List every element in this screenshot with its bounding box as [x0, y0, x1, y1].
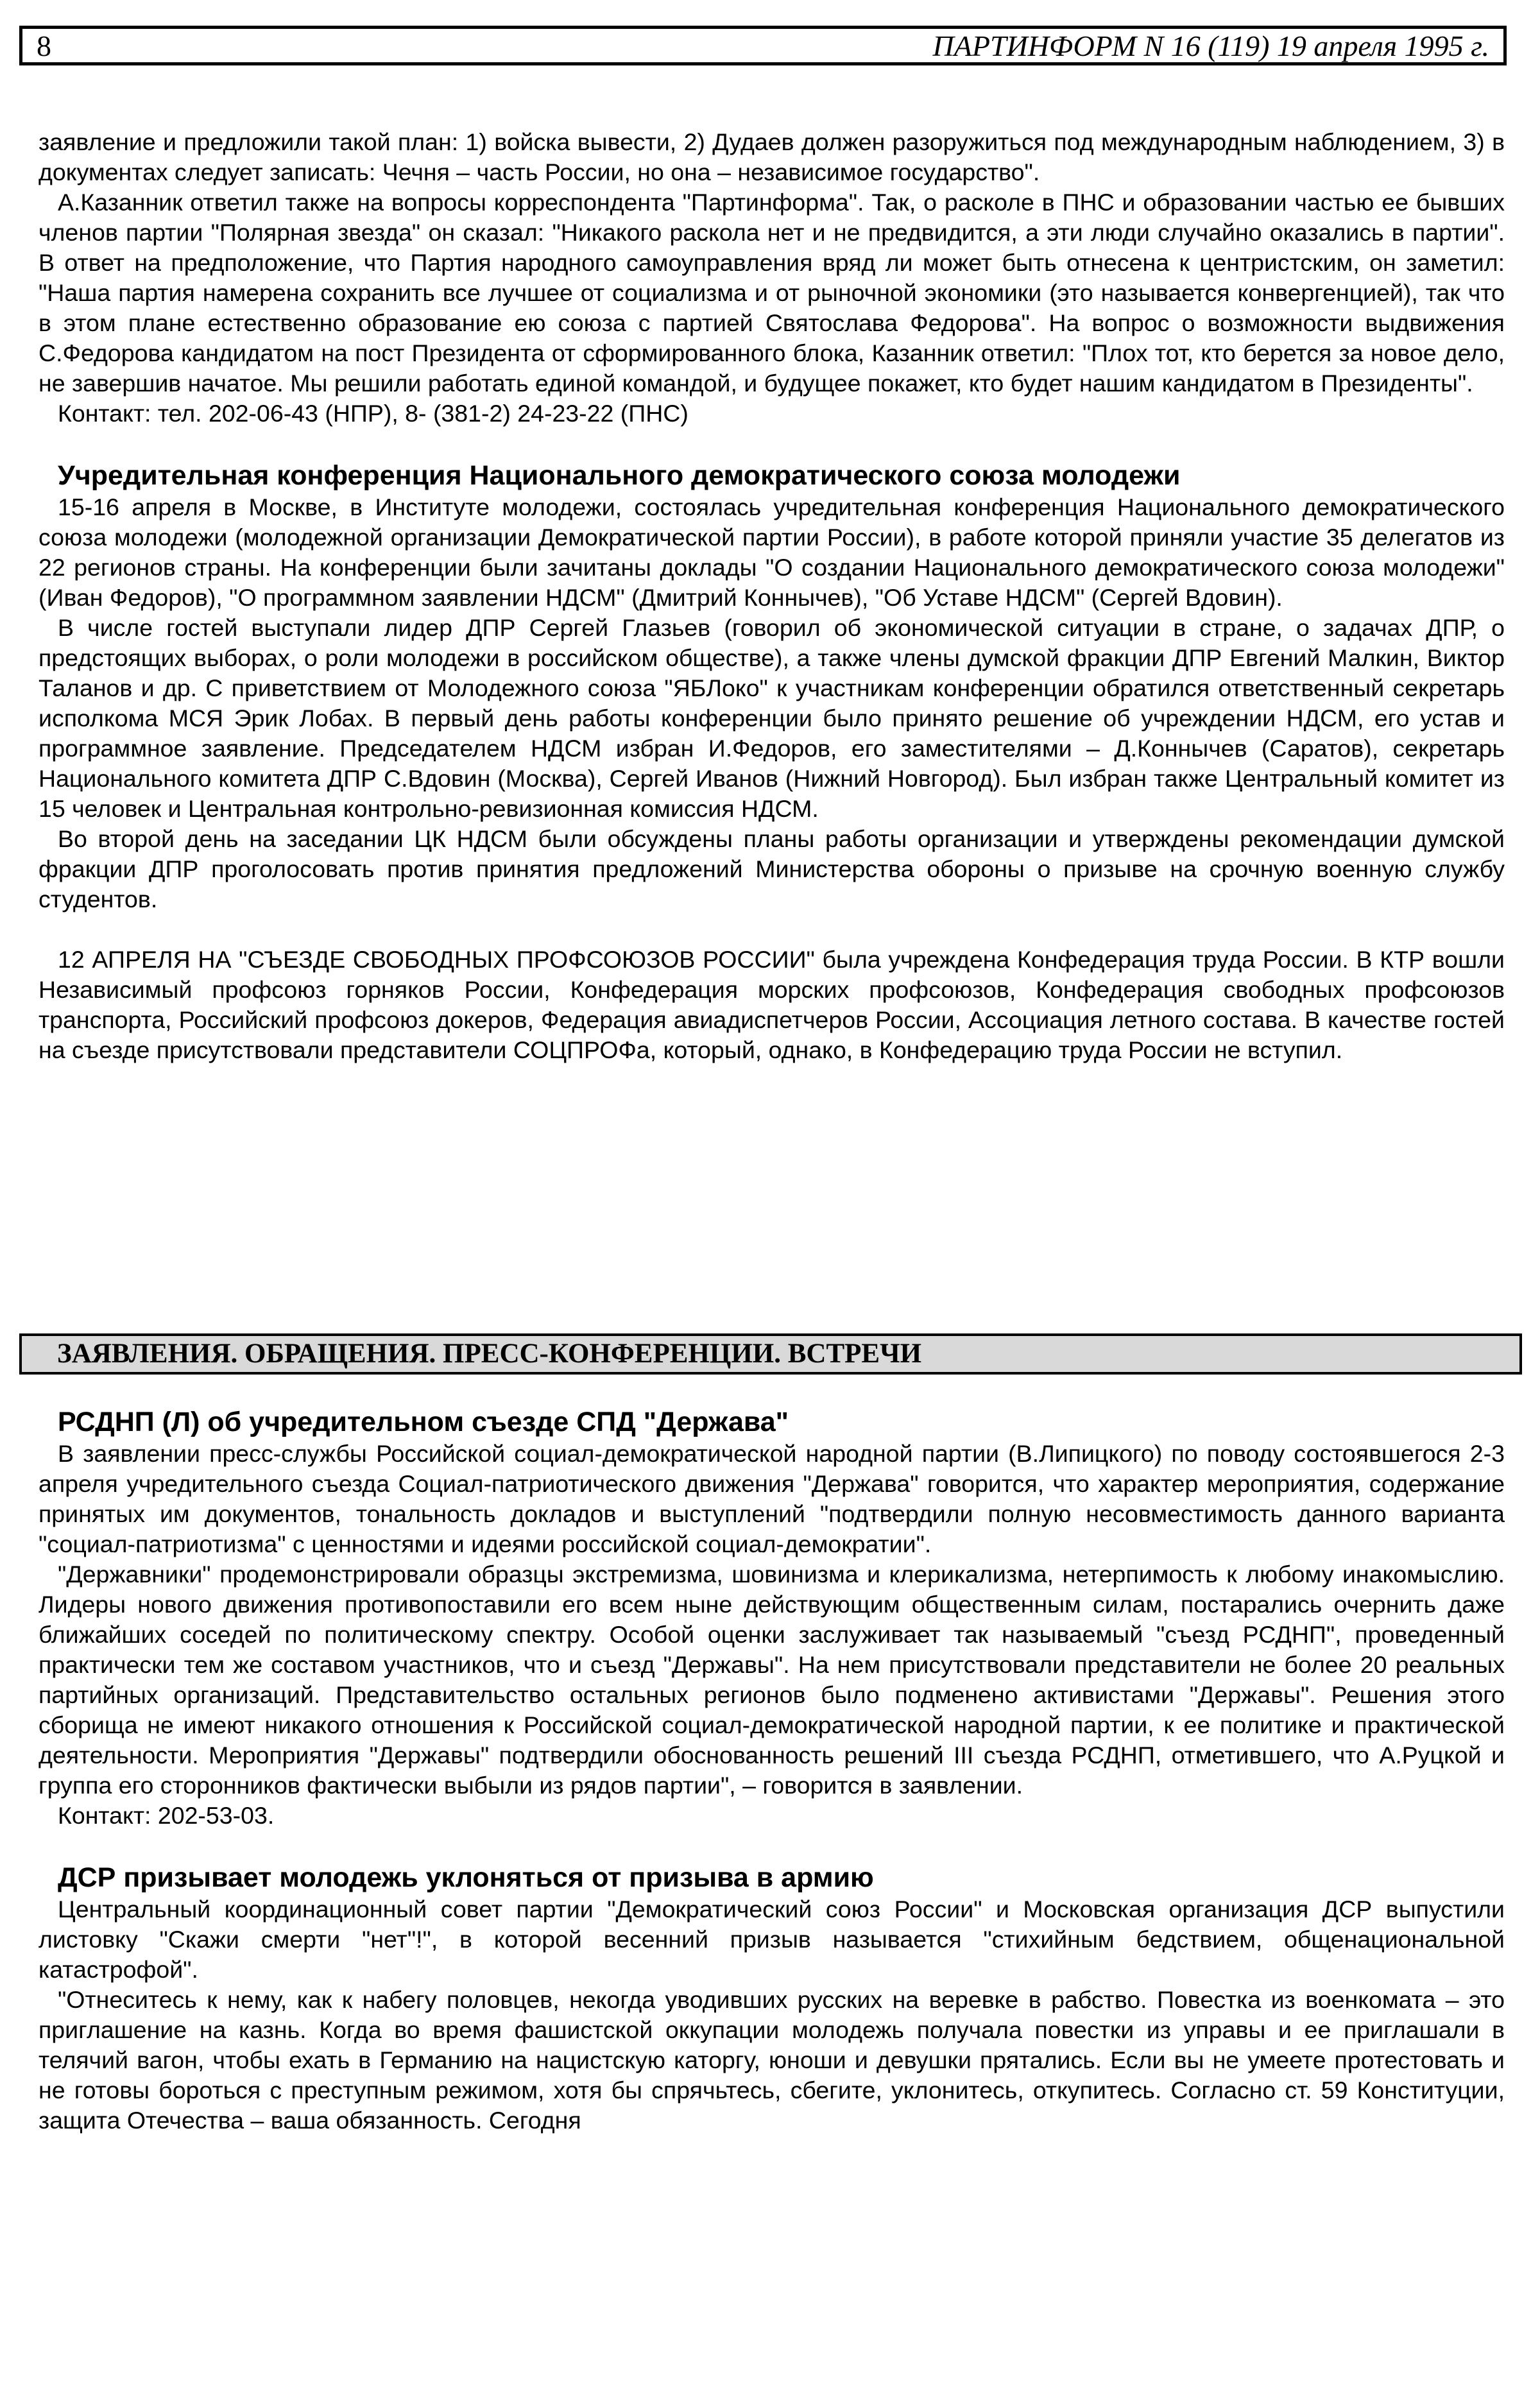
page-header — [19, 26, 1507, 65]
paragraph: заявление и предложили такой план: 1) войска вывести, 2) Дудаев должен разоружиться под международным наблюдением, 3) в документах следует записать: Чечня – часть России, но она – независимое государство". — [38, 128, 1505, 185]
paragraph: Во второй день на заседании ЦК НДСМ были обсуждены планы работы организации и утверждены рекомендации думской фракции ДПР проголосовать против принятия предложений Министерства обороны о призыве на срочную военную службу студентов. — [38, 825, 1505, 913]
issue-line: ПАРТИНФОРМ N 16 (119) 19 апреля 1995 г. — [932, 29, 1489, 62]
contact-line: Контакт: 202-53-03. — [58, 1802, 275, 1829]
article-title: Учредительная конференция Национального демократического союза молодежи — [58, 460, 1181, 491]
paragraph: А.Казанник ответил также на вопросы корреспондента "Партинформа". Так, о расколе в ПНС и образовании частью ее бывших членов партии "Полярная звезда" он сказал: "Никакого раскола нет и не предвидится, а эти люди случайно оказались в партии". В ответ на предположение, что Партия народного самоуправления вряд ли может быть отнесена к центристским, он заметил: "Наша партия намерена сохранить все лучшее от социализма и от рыночной экономики (это называется конвергенцией), так что в этом плане естественно образование ею союза с партией Святослава Федорова". На вопрос о возможности выдвижения С.Федорова кандидатом на пост Президента от сформированного блока, Казанник ответил: "Плох тот, кто берется за новое дело, не завершив начатое. Мы решили работать единой командой, и будущее покажет, кто будет нашим кандидатом в Президенты". — [38, 189, 1505, 397]
article-title: ДСР призывает молодежь уклоняться от призыва в армию — [58, 1862, 874, 1893]
article-title: РСДНП (Л) об учредительном съезде СПД "Держава" — [58, 1407, 789, 1437]
contact-line: Контакт: тел. 202-06-43 (НПР), 8- (381-2) 24-23-22 (ПНС) — [58, 400, 689, 427]
top-text-block — [38, 127, 1505, 1065]
paragraph: "Отнеситесь к нему, как к набегу половцев, некогда уводивших русских на веревке в рабство. Повестка из военкомата – это приглашение на казнь. Когда во время фашистской оккупации молодежь получала повестки из управы и ее приглашали в телячий вагон, чтобы ехать в Германию на нацистскую каторгу, юноши и девушки прятались. Если вы не умеете протестовать и не готовы бороться с преступным режимом, хотя бы спрячьтесь, сбегите, уклонитесь, откупитесь. Согласно ст. 59 Конституции, защита Отечества – ваша обязанность. Сегодня — [38, 1986, 1505, 2134]
paragraph: В числе гостей выступали лидер ДПР Сергей Глазьев (говорил об экономической ситуации в стране, о задачах ДПР, о предстоящих выборах, о роли молодежи в российском обществе), а также члены думской фракции ДПР Евгений Малкин, Виктор Таланов и др. С приветствием от Молодежного союза "ЯБЛоко" к участникам конференции обратился ответственный секретарь исполкома МСЯ Эрик Лобах. В первый день работы конференции было принято решение об учреждении НДСМ, его устав и программное заявление. Председателем НДСМ избран И.Федоров, его заместителями – Д.Коннычев (Саратов), секретарь Национального комитета ДПР С.Вдовин (Москва), Сергей Иванов (Нижний Новгород). Был избран также Центральный комитет из 15 человек и Центральная контрольно-ревизионная комиссия НДСМ. — [38, 614, 1505, 822]
paragraph: 12 АПРЕЛЯ НА "СЪЕЗДЕ СВОБОДНЫХ ПРОФСОЮЗОВ РОССИИ" была учреждена Конфедерация труда России. В КТР вошли Независимый профсоюз горняков России, Конфедерация морских профсоюзов, Конфедерация свободных профсоюзов транспорта, Российский профсоюз докеров, Федерация авиадиспетчеров России, Ассоциация летного состава. В качестве гостей на съезде присутствовали представители СОЦПРОФа, который, однако, в Конфедерацию труда России не вступил. — [38, 946, 1505, 1063]
paragraph: 15-16 апреля в Москве, в Институте молодежи, состоялась учредительная конференция Национального демократического союза молодежи (молодежной организации Демократической партии России), в работе которой приняли участие 35 делегатов из 22 регионов страны. На конференции были зачитаны доклады "О создании Национального демократического союза молодежи" (Иван Федоров), "О программном заявлении НДСМ" (Дмитрий Коннычев), "Об Уставе НДСМ" (Сергей Вдовин). — [38, 493, 1505, 611]
paragraph: Центральный координационный совет партии "Демократический союз России" и Московская организация ДСР выпустили листовку "Скажи смерти "нет"!", в которой весенний призыв называется "стихийным бедствием, общенациональной катастрофой". — [38, 1896, 1505, 1983]
paragraph: "Державники" продемонстрировали образцы экстремизма, шовинизма и клерикализма, нетерпимость к любому инакомыслию. Лидеры нового движения противопоставили его всем ныне действующим общественным силам, постарались очернить даже ближайших соседей по политическому спектру. Особой оценки заслуживает так называемый "съезд РСДНП", проведенный практически тем же составом участников, что и съезд "Державы". На нем присутствовали представители не более 20 реальных партийных организаций. Представительство остальных регионов было подменено активистами "Державы". Решения этого сборища не имеют никакого отношения к Российской социал-демократической народной партии, к ее политике и практической деятельности. Мероприятия "Державы" подтвердили обоснованность решений III съезда РСДНП, отметившего, что А.Руцкой и группа его сторонников фактически выбыли из рядов партии", – говорится в заявлении. — [38, 1561, 1505, 1799]
paragraph: В заявлении пресс-службы Российской социал-демократической народной партии (В.Липицкого) по поводу состоявшегося 2-3 апреля учредительного съезда Социал-патриотического движения "Держава" говорится, что характер мероприятия, содержание принятых им документов, тональность докладов и выступлений "подтвердили полную несовместимость данного варианта "социал-патриотизма" с ценностями и идеями российской социал-демократии". — [38, 1440, 1505, 1557]
bottom-text-block — [38, 1405, 1505, 2136]
section-heading: ЗАЯВЛЕНИЯ. ОБРАЩЕНИЯ. ПРЕСС-КОНФЕРЕНЦИИ. ВСТРЕЧИ — [19, 1333, 1522, 1375]
page-number: 8 — [37, 29, 51, 62]
